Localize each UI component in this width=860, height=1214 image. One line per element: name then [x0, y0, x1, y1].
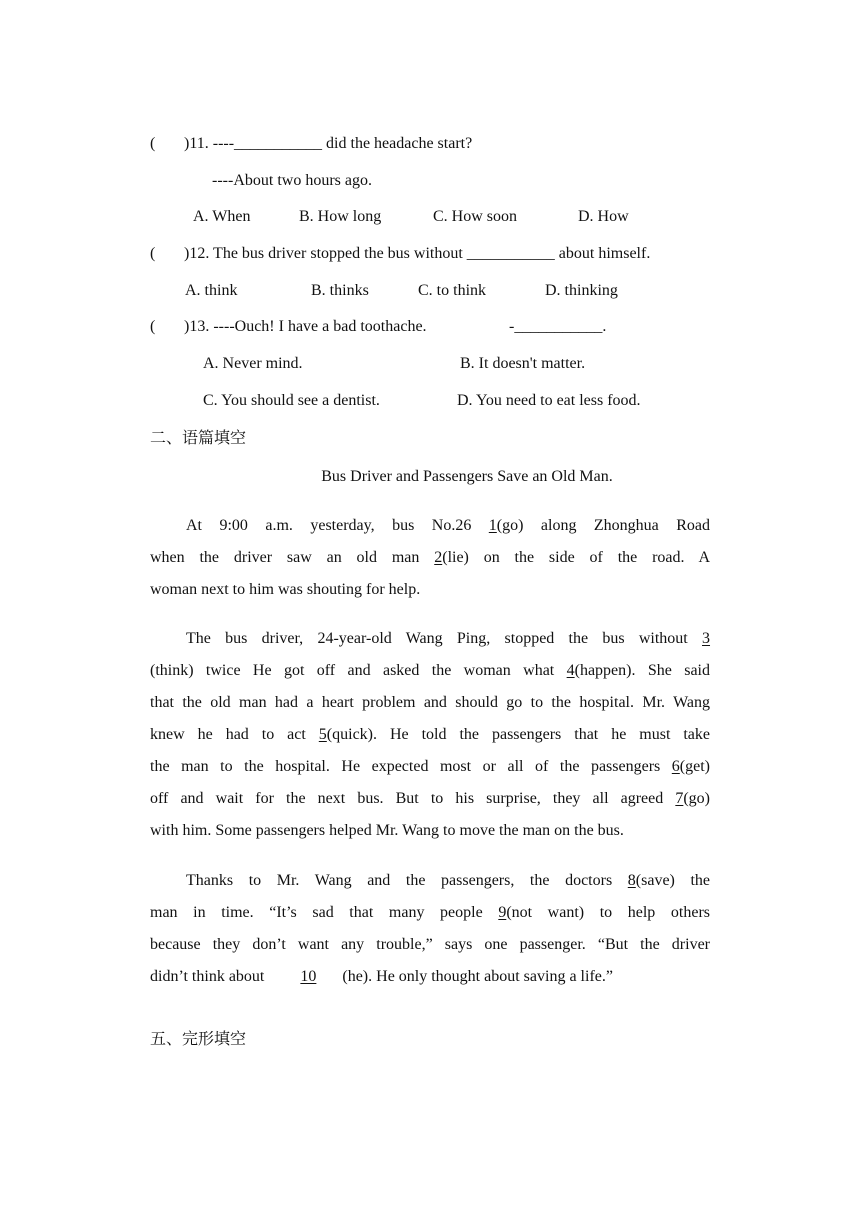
option-c: C. to think	[418, 282, 487, 299]
blank-6: 6	[671, 758, 680, 775]
question-13-option-c: C. You should see a dentist.	[203, 392, 380, 409]
question-blank: ___________	[466, 245, 555, 262]
question-stem-end: did the headache start?	[322, 135, 473, 152]
question-13-option-a: A. Never mind.	[203, 355, 303, 372]
passage-line: didn’t think about 10 (he). He only thought about saving a life.”	[150, 968, 613, 985]
blank-9: 9	[498, 904, 507, 921]
section-heading: 二、语篇填空	[150, 428, 247, 447]
passage-line: off and wait for the next bus. But to his surprise, they all agreed 7(go)	[150, 790, 710, 807]
answer-paren: (	[150, 135, 156, 152]
passage-line: because they don’t want any trouble,” says one passenger. “But the driver	[150, 936, 710, 953]
question-blank: ___________	[234, 135, 323, 152]
question-13-option-b: B. It doesn't matter.	[460, 355, 586, 372]
option-a: A. When	[193, 208, 251, 225]
passage-title: Bus Driver and Passengers Save an Old Man.	[321, 468, 613, 485]
blank-4: 4	[566, 662, 575, 679]
blank-10: 10	[300, 968, 317, 985]
question-11-reply: ----About two hours ago.	[212, 172, 372, 189]
answer-paren: (	[150, 318, 156, 335]
passage-line: man in time. “It’s sad that many people 9(not want) to help others	[150, 904, 711, 921]
question-end: .	[602, 318, 607, 335]
option-b: B. How long	[299, 208, 382, 225]
question-13-answer	[509, 317, 606, 337]
question-stem: )11. ----	[184, 135, 235, 152]
answer-paren: (	[150, 245, 156, 262]
question-13-option-d: D. You need to eat less food.	[457, 392, 641, 409]
blank-2: 2	[434, 549, 443, 566]
passage-line: The bus driver, 24-year-old Wang Ping, stopped the bus without 3	[186, 630, 711, 647]
passage-line: At 9:00 a.m. yesterday, bus No.26 1(go) along Zhonghua Road	[186, 517, 711, 534]
option-b: B. thinks	[311, 282, 369, 299]
blank-5: 5	[318, 726, 327, 743]
question-stem: )12. The bus driver stopped the bus without	[184, 245, 467, 262]
question-stem: )13. ----Ouch! I have a bad toothache.	[184, 318, 427, 335]
reply-dash: -	[509, 318, 515, 335]
passage-line: (think) twice He got off and asked the woman what 4(happen). She said	[150, 662, 710, 679]
option-c: C. How soon	[433, 208, 518, 225]
question-13	[150, 317, 630, 337]
passage-line: the man to the hospital. He expected most or all of the passengers 6(get)	[150, 758, 710, 775]
option-a: A. think	[185, 282, 238, 299]
blank-7: 7	[675, 790, 684, 807]
question-blank: ___________	[514, 318, 603, 335]
question-12	[150, 244, 650, 264]
passage-line: when the driver saw an old man 2(lie) on the side of the road. A	[150, 549, 711, 566]
option-d: D. thinking	[545, 282, 618, 299]
section-heading: 五、完形填空	[150, 1029, 247, 1048]
blank-1: 1	[488, 517, 497, 534]
passage-line: Thanks to Mr. Wang and the passengers, the doctors 8(save) the	[186, 872, 711, 889]
question-11	[150, 134, 472, 154]
question-stem-end: about himself.	[554, 245, 651, 262]
passage-line: that the old man had a heart problem and should go to the hospital. Mr. Wang	[150, 694, 710, 711]
blank-8: 8	[627, 872, 636, 889]
option-d: D. How	[578, 208, 629, 225]
passage-line: with him. Some passengers helped Mr. Wang to move the man on the bus.	[150, 822, 624, 839]
blank-3: 3	[702, 630, 711, 647]
passage-line: knew he had to act 5(quick). He told the passengers that he must take	[150, 726, 711, 743]
passage-line: woman next to him was shouting for help.	[150, 581, 421, 598]
